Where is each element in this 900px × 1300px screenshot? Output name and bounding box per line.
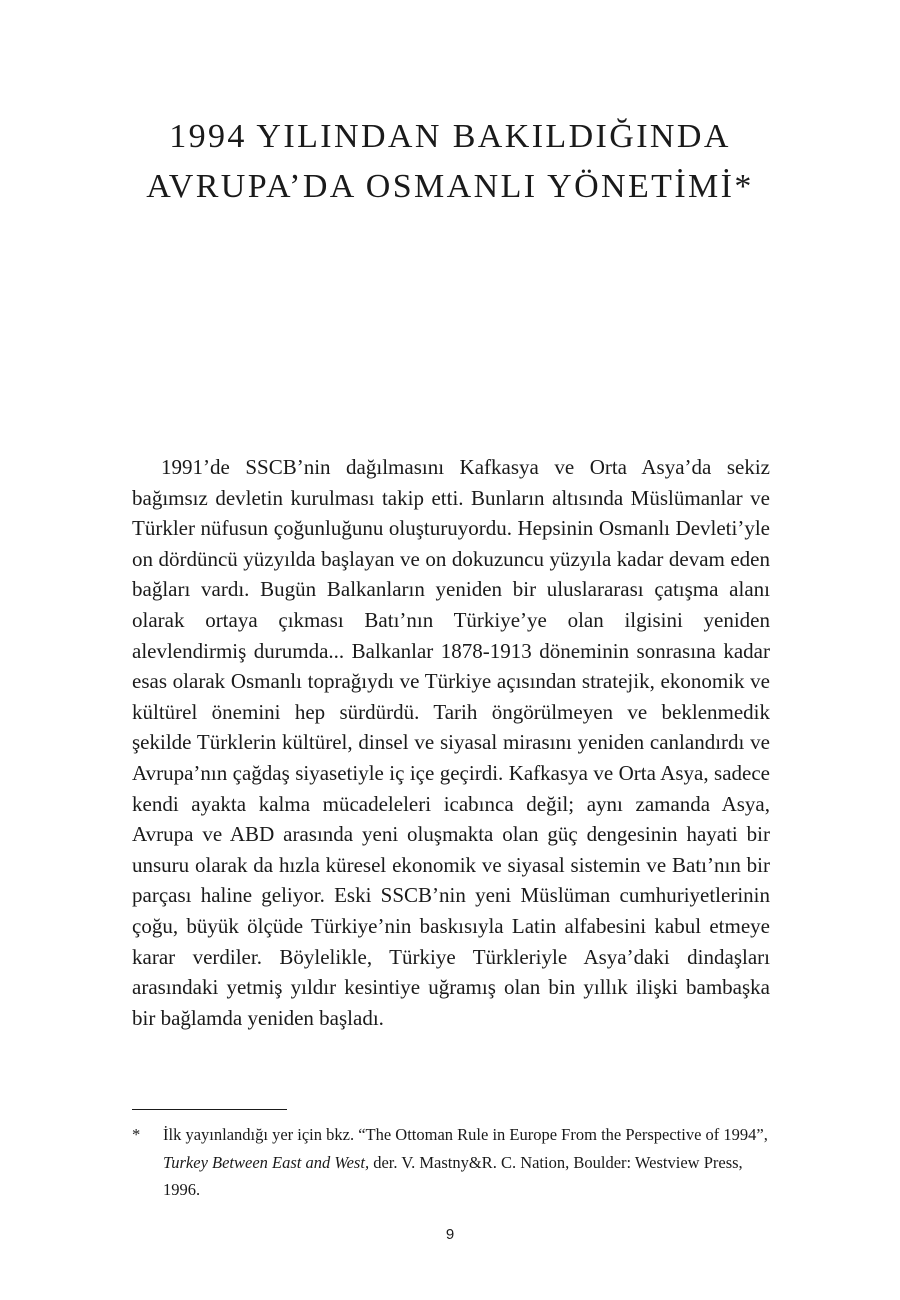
footnote-divider <box>132 1109 287 1110</box>
body-paragraph: 1991’de SSCB’nin dağılmasını Kafkasya ve Orta Asya’da sekiz bağımsız devletin kurulması takip etti. Bunların altısında Müslümanlar ve Türkler nüfusun çoğunluğunu oluşturuyordu. Hepsinin Osmanlı Devleti’yle on dördüncü yüzyılda başlayan ve on dokuzuncu yüzyıla kadar devam eden bağları vardı. Bugün Balkanların yeniden bir uluslararası çatışma alanı olarak ortaya çıkması Batı’nın Türkiye’ye olan ilgisini yeniden alevlendirmiş durumda... Balkanlar 1878-1913 döneminin sonrasına kadar esas olarak Osmanlı toprağıydı ve Türkiye açısından stratejik, ekonomik ve kültürel önemini hep sürdürdü. Tarih öngörülmeyen ve beklenmedik şekilde Türklerin kültürel, dinsel ve siyasal mirasını yeniden canlandırdı ve Avrupa’nın çağdaş siyasetiyle iç içe geçirdi. Kafkasya ve Orta Asya, sadece kendi ayakta kalma mücadeleleri icabınca değil; aynı zamanda Asya, Avrupa ve ABD arasında yeni oluşmakta olan güç dengesinin hayati bir unsuru olarak da hızla küresel ekonomik ve siyasal sistemin ve Batı’nın bir parçası haline geliyor. Eski SSCB’nin yeni Müslüman cumhuriyetlerinin çoğu, büyük ölçüde Türkiye’nin baskısıyla Latin alfabesini kabul etmeye karar verdiler. Böylelikle, Türkiye Türkleriyle Asya’daki dindaşları arasındaki yetmiş yıldır kesintiye uğramış olan bin yıllık ilişki bambaşka bir bağlamda yeniden başladı. <box>132 455 770 1030</box>
footnote-text-before: İlk yayınlandığı yer için bkz. “The Ottoman Rule in Europe From the Perspective of 1994”, <box>163 1125 768 1144</box>
footnote-book-title: Turkey Between East and West, <box>163 1152 370 1172</box>
chapter-title-line-2: AVRUPA’DA OSMANLI YÖNETİMİ* <box>146 168 754 205</box>
footnote-text <box>163 1121 770 1204</box>
footnote <box>132 1121 770 1204</box>
footnote-text-after: der. V. Mastny&R. C. Nation, Boulder: Westview Press, 1996. <box>163 1152 743 1199</box>
chapter-title <box>0 112 900 212</box>
footnote-marker: * <box>132 1125 141 1144</box>
chapter-title-line-1: 1994 YILINDAN BAKILDIĞINDA <box>169 118 731 155</box>
page-number: 9 <box>445 1226 455 1243</box>
